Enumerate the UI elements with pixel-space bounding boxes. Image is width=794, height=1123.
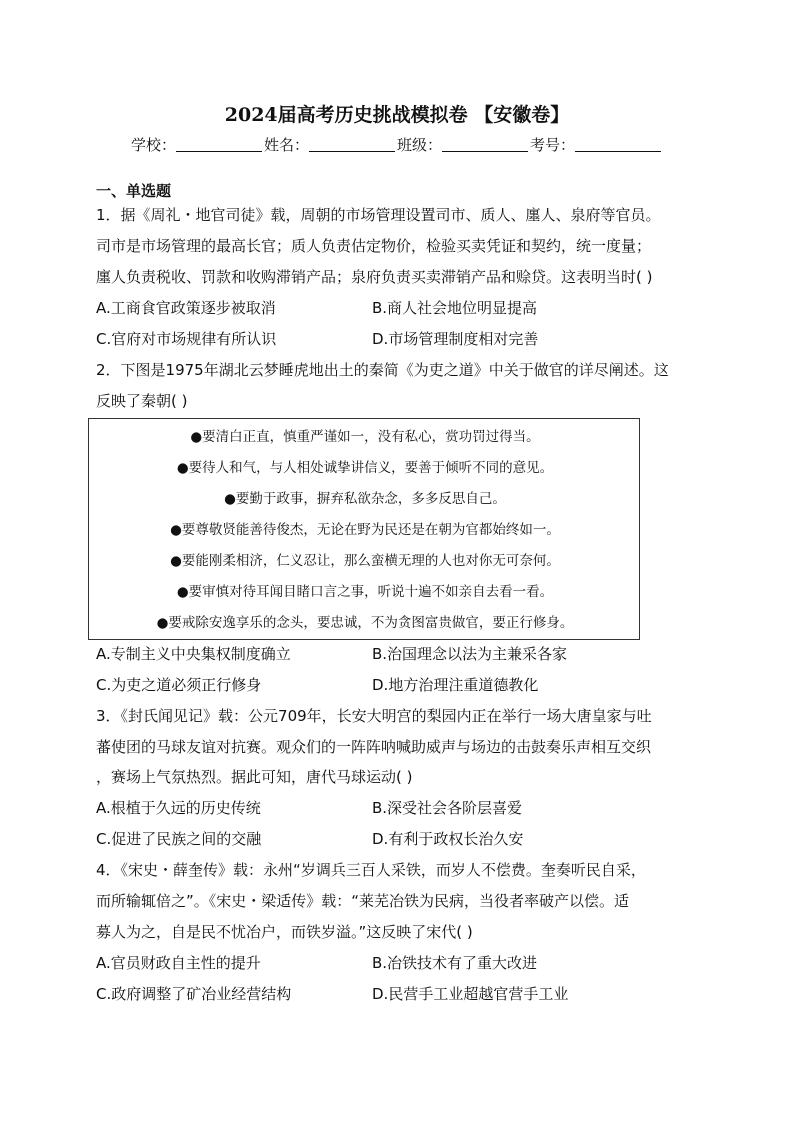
question-1-line-1: 1．据《周礼・地官司徒》载，周朝的市场管理设置司市、质人、廛人、泉府等官员。 bbox=[96, 206, 661, 224]
question-3-option-d: D.有利于政权长治久安 bbox=[372, 830, 524, 848]
name-label: 姓名： bbox=[263, 136, 309, 154]
exam-no-blank bbox=[575, 137, 661, 152]
question-4-option-b: B.冶铁技术有了重大改进 bbox=[372, 954, 538, 972]
question-2-line-1: 2．下图是1975年湖北云梦睡虎地出土的秦简《为吏之道》中关于做官的详尽阐述。这 bbox=[96, 361, 669, 379]
question-1-option-a: A.工商食官政策逐步被取消 bbox=[96, 299, 276, 317]
quote-line-6: ●要审慎对待耳闻目睹口言之事，听说十遍不如亲自去看一看。 bbox=[176, 584, 554, 600]
question-1-line-2: 司市是市场管理的最高长官；质人负责估定物价，检验买卖凭证和契约，统一度量； bbox=[96, 237, 652, 255]
question-4-line-1: 4．《宋史・薛奎传》载：永州“岁调兵三百人采铁，而岁人不偿费。奎奏听民自采， bbox=[96, 861, 646, 879]
student-info-row bbox=[0, 134, 794, 155]
class-label: 班级： bbox=[397, 136, 443, 154]
question-3-line-2: 蕃使团的马球友谊对抗赛。观众们的一阵阵呐喊助威声与场边的击鼓奏乐声相互交织 bbox=[96, 738, 652, 756]
question-3-line-3: ，赛场上气氛热烈。据此可知，唐代马球运动( ) bbox=[96, 768, 413, 786]
quote-line-4: ●要尊敬贤能善待俊杰，无论在野为民还是在朝为官都始终如一。 bbox=[170, 522, 560, 538]
question-4-option-a: A.官员财政自主性的提升 bbox=[96, 954, 261, 972]
question-2-option-d: D.地方治理注重道德教化 bbox=[372, 676, 539, 694]
question-3-line-1: 3．《封氏闻见记》载：公元709年，长安大明宫的梨园内正在举行一场大唐皇家与吐 bbox=[96, 707, 652, 725]
question-4-option-d: D.民营手工业超越官营手工业 bbox=[372, 985, 569, 1003]
school-blank bbox=[176, 137, 262, 152]
class-blank bbox=[442, 137, 528, 152]
question-4-line-2: 而所输辄倍之”。《宋史・梁适传》载：“莱芜冶铁为民病，当役者率破产以偿。适 bbox=[96, 892, 630, 910]
question-4-option-c: C.政府调整了矿冶业经营结构 bbox=[96, 985, 292, 1003]
question-3-option-c: C.促进了民族之间的交融 bbox=[96, 830, 262, 848]
question-1-option-c: C.官府对市场规律有所认识 bbox=[96, 330, 277, 348]
question-1-option-d: D.市场管理制度相对完善 bbox=[372, 330, 539, 348]
question-2-line-2: 反映了秦朝( ) bbox=[96, 392, 188, 410]
quote-box bbox=[88, 418, 640, 640]
question-4-line-3: 募人为之，自是民不忧冶户，而铁岁溢。”这反映了宋代( ) bbox=[96, 923, 473, 941]
question-1-line-3: 廛人负责税收、罚款和收购滞销产品；泉府负责买卖滞销产品和赊贷。这表明当时( ) bbox=[96, 268, 653, 286]
exam-title: 2024届高考历史挑战模拟卷 【安徽卷】 bbox=[224, 104, 570, 126]
quote-line-2: ●要待人和气，与人相处诚挚讲信义，要善于倾听不同的意见。 bbox=[176, 460, 554, 476]
quote-line-5: ●要能刚柔相济，仁义忍让，那么蛮横无理的人也对你无可奈何。 bbox=[170, 553, 560, 569]
question-3-option-b: B.深受社会各阶层喜爱 bbox=[372, 799, 523, 817]
question-1-option-b: B.商人社会地位明显提高 bbox=[372, 299, 538, 317]
question-2-option-c: C.为吏之道必须正行修身 bbox=[96, 676, 262, 694]
name-blank bbox=[309, 137, 395, 152]
quote-line-1: ●要清白正直，慎重严谨如一，没有私心，赏功罚过得当。 bbox=[190, 429, 540, 445]
quote-line-7: ●要戒除安逸享乐的念头，要忠诚，不为贪图富贵做官，要正行修身。 bbox=[156, 615, 574, 631]
school-label: 学校： bbox=[130, 136, 176, 154]
exam-no-label: 考号： bbox=[530, 136, 576, 154]
question-2-option-b: B.治国理念以法为主兼采各家 bbox=[372, 645, 568, 663]
quote-line-3: ●要勤于政事，摒弃私欲杂念，多多反思自己。 bbox=[224, 491, 506, 507]
section-title: 一、单选题 bbox=[96, 182, 172, 200]
question-3-option-a: A.根植于久远的历史传统 bbox=[96, 799, 261, 817]
question-2-option-a: A.专制主义中央集权制度确立 bbox=[96, 645, 291, 663]
